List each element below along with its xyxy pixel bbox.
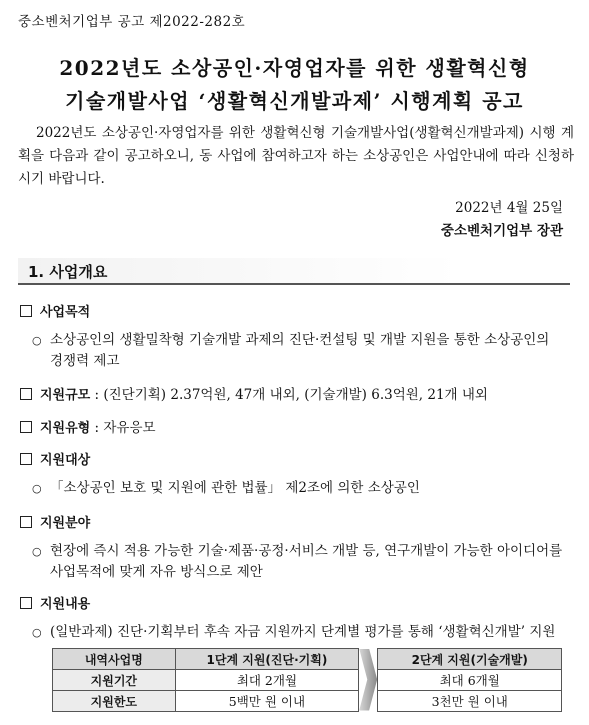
circle-bullet-icon: ○ (32, 334, 42, 347)
checkbox-square-icon (20, 516, 32, 528)
table-header-row (53, 649, 562, 670)
stage-arrow (359, 649, 378, 712)
table-cell: 3천만 원 이내 (378, 691, 562, 712)
arrow-right-icon (359, 649, 377, 711)
target-text: 「소상공인 보호 및 지원에 관한 법률」 제2조에 의한 소상공인 (50, 480, 420, 496)
table-cell: 5백만 원 이내 (175, 691, 359, 712)
circle-bullet-icon: ○ (32, 545, 42, 558)
type-heading: 지원유형 : 자유응모 (20, 416, 156, 436)
purpose-text: 소상공인의 생활밀착형 기술개발 과제의 진단·컨설팅 및 개발 지원을 통한 소상공인의 경쟁력 제고 (50, 332, 550, 369)
section-header-bar (18, 258, 570, 285)
table-header: 1단계 지원(진단·기획) (175, 649, 359, 670)
section-title: 1. 사업개요 (28, 263, 108, 281)
document-title-line-2: 기술개발사업 ‘생활혁신개발과제’ 시행계획 공고 (65, 89, 524, 113)
table-row (53, 691, 562, 712)
notice-date: 2022년 4월 25일 (455, 200, 563, 216)
scale-text: : (진단기획) 2.37억원, 47개 내외, (기술개발) 6.3억원, 21개 내외 (90, 387, 488, 403)
intro-paragraph: 2022년도 소상공인·자영업자를 위한 생활혁신형 기술개발사업(생활혁신개발과제) 시행 계획을 다음과 같이 공고하오니, 동 사업에 참여하고자 하는 소상공인은 사업안내에 따라 신청하시기 바랍니다. (18, 125, 574, 187)
type-text: : 자유응모 (90, 420, 156, 436)
field-text: 현장에 즉시 적용 가능한 기술·제품·공정·서비스 개발 등, 연구개발이 가능한 아이디어를 사업목적에 맞게 자유 방식으로 제안 (50, 543, 563, 580)
checkbox-square-icon (20, 421, 32, 433)
table-row (53, 670, 562, 691)
issuing-organization: 중소벤처기업부 장관 (440, 223, 563, 239)
checkbox-square-icon (20, 388, 32, 400)
document-title-line-1: 2022년도 소상공인·자영업자를 위한 생활혁신형 (59, 56, 530, 80)
table-header: 내역사업명 (53, 649, 176, 670)
content-heading: 지원내용 (20, 593, 90, 612)
checkbox-square-icon (20, 597, 32, 609)
content-text: (일반과제) 진단·기획부터 후속 자금 지원까지 단계별 평가를 통해 ‘생활혁신개발’ 지원 (50, 624, 556, 640)
table-header: 2단계 지원(기술개발) (378, 649, 562, 670)
target-heading: 지원대상 (20, 449, 90, 468)
checkbox-square-icon (20, 453, 32, 465)
notice-number: 중소벤처기업부 공고 제2022-282호 (18, 14, 246, 30)
field-heading: 지원분야 (20, 512, 90, 531)
support-table (52, 648, 562, 712)
scale-heading: 지원규모 : (진단기획) 2.37억원, 47개 내외, (기술개발) 6.3억원, 21개 내외 (20, 383, 488, 403)
row-label: 지원한도 (53, 691, 176, 712)
target-bullet (32, 478, 565, 499)
purpose-heading: 사업목적 (20, 301, 90, 320)
content-bullet (32, 622, 565, 643)
circle-bullet-icon: ○ (32, 626, 42, 639)
field-bullet (32, 541, 565, 583)
circle-bullet-icon: ○ (32, 482, 42, 495)
table-cell: 최대 2개월 (175, 670, 359, 691)
row-label: 지원기간 (53, 670, 176, 691)
checkbox-square-icon (20, 305, 32, 317)
table-cell: 최대 6개월 (378, 670, 562, 691)
purpose-bullet (32, 330, 565, 372)
